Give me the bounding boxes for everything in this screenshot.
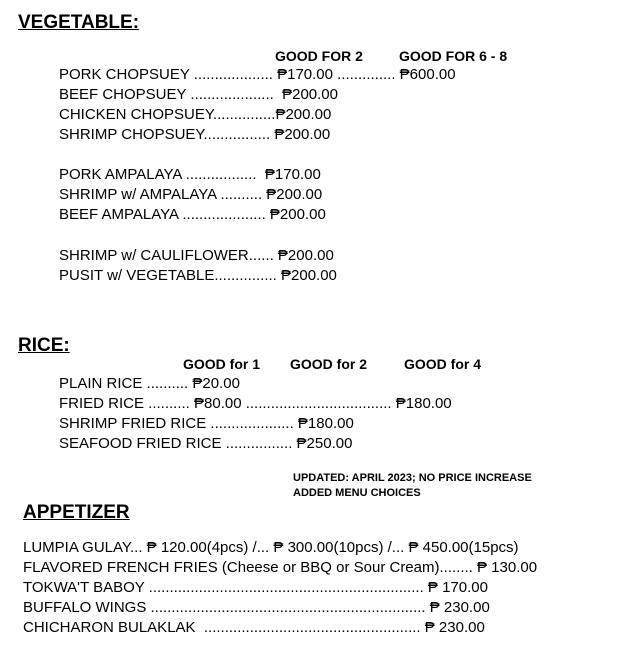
menu-item-shrimp-cauliflower: SHRIMP w/ CAULIFLOWER...... ₱200.00 (59, 247, 334, 264)
menu-item-beef-chopsuey: BEEF CHOPSUEY .................... ₱200.00 (59, 86, 338, 103)
appetizer-heading: APPETIZER (23, 502, 130, 523)
menu-item-chicharon-bulaklak: CHICHARON BULAKLAK .................................................... ₱ 230.00 (23, 619, 485, 636)
menu-item-seafood-fried-rice: SEAFOOD FRIED RICE ................ ₱250.00 (59, 435, 353, 452)
vegetable-col-good-for-2: GOOD FOR 2 (275, 48, 363, 64)
vegetable-heading: VEGETABLE: (18, 12, 140, 33)
rice-col-good-for-2: GOOD for 2 (290, 356, 368, 372)
update-note-line-1: UPDATED: APRIL 2023; NO PRICE INCREASE (293, 472, 532, 484)
menu-item-shrimp-fried-rice: SHRIMP FRIED RICE .................... ₱180.00 (59, 415, 354, 432)
menu-item-chicken-chopsuey: CHICKEN CHOPSUEY...............₱200.00 (59, 106, 332, 123)
menu-item-pusit-vegetable: PUSIT w/ VEGETABLE............... ₱200.00 (59, 267, 337, 284)
menu-item-buffalo-wings: BUFFALO WINGS .................................................................. ₱ 230.00 (23, 599, 490, 616)
menu-item-pork-ampalaya: PORK AMPALAYA ................. ₱170.00 (59, 166, 321, 183)
menu-item-plain-rice: PLAIN RICE .......... ₱20.00 (59, 375, 240, 392)
menu-item-tokwat-baboy: TOKWA'T BABOY .................................................................. ₱ 170.00 (23, 579, 488, 596)
menu-item-shrimp-ampalaya: SHRIMP w/ AMPALAYA .......... ₱200.00 (59, 186, 323, 203)
rice-col-good-for-4: GOOD for 4 (404, 356, 482, 372)
menu-item-fried-rice: FRIED RICE .......... ₱80.00 ................................... ₱180.00 (59, 395, 452, 412)
menu-item-flavored-french-fries: FLAVORED FRENCH FRIES (Cheese or BBQ or Sour Cream)........ ₱ 130.00 (23, 559, 538, 576)
menu-item-shrimp-chopsuey: SHRIMP CHOPSUEY................ ₱200.00 (59, 126, 331, 143)
rice-col-good-for-1: GOOD for 1 (183, 356, 261, 372)
rice-heading: RICE: (18, 335, 70, 356)
vegetable-col-good-for-6-8: GOOD FOR 6 - 8 (399, 48, 508, 64)
menu-item-pork-chopsuey: PORK CHOPSUEY ................... ₱170.00 .............. ₱600.00 (59, 66, 456, 83)
update-note-line-2: ADDED MENU CHOICES (293, 487, 421, 499)
menu-item-beef-ampalaya: BEEF AMPALAYA .................... ₱200.00 (59, 206, 326, 223)
menu-item-lumpia-gulay: LUMPIA GULAY... ₱ 120.00(4pcs) /... ₱ 300.00(10pcs) /... ₱ 450.00(15pcs) (23, 539, 519, 556)
